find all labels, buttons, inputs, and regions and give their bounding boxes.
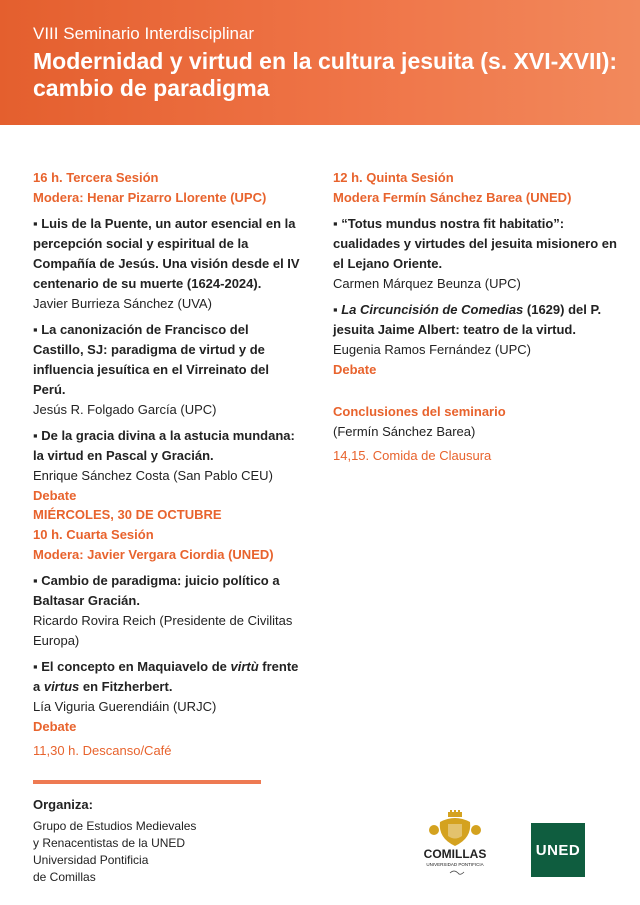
talk-title: ▪ De la gracia divina a la astucia mundana: la virtud en Pascal y Gracián. [33,428,295,463]
talk-item [33,571,301,651]
talk-item [333,214,618,294]
session-moderator: Modera Fermín Sánchez Barea (UNED) [333,190,572,205]
talk-title-part: (1629) del P. jesuita Jaime Albert: teatro de la virtud. [333,302,602,337]
debate-label: Debate [33,488,77,503]
talk-item [33,214,301,314]
talk-title: ▪ La canonización de Francisco del Castillo, SJ: paradigma de virtud y de influencia jesuítica en el Virreinato del Perú. [33,322,270,397]
seminar-series: VIII Seminario Interdisciplinar [33,24,255,43]
talk-item [333,300,618,360]
divider-rule [33,780,261,784]
talk-title-part: ▪ [333,302,342,317]
comillas-subtitle: UNIVERSIDAD PONTIFICIA [426,862,484,867]
comillas-logo [412,810,498,880]
session-5 [333,168,618,466]
talk-title-italic: virtù [230,659,259,674]
talk-title: ▪ “Totus mundus nostra fit habitatio”: cualidades y virtudes del jesuita misionero en el Lejano Oriente. [333,216,617,271]
session-4 [33,505,301,761]
organizers-heading: Organiza: [33,797,93,812]
page-title: Modernidad y virtud en la cultura jesuita (s. XVI-XVII): cambio de paradigma [33,48,618,101]
conclusions-by: (Fermín Sánchez Barea) [333,424,476,439]
organizer-line: y Renacentistas de la UNED [33,836,186,850]
conclusions-heading: Conclusiones del seminario [333,404,506,419]
talk-title-part: frente a [33,659,299,694]
talk-item [33,426,301,486]
comillas-wordmark: COMILLAS [423,847,487,861]
talk-title-part: en Fitzherbert. [79,679,173,694]
session-3 [33,168,301,506]
day-heading: MIÉRCOLES, 30 DE OCTUBRE [33,507,222,522]
comillas-crest-icon [429,810,481,846]
organizers [33,796,273,886]
comillas-flourish-icon [450,871,464,874]
talk-title: ▪ Luis de la Puente, un autor esencial en la percepción social y espiritual de la Compañía de Jesús. Una visión desde el IV centenario de su muerte (1624-2024). [33,216,300,291]
session-moderator: Modera: Javier Vergara Ciordia (UNED) [33,547,274,562]
talk-title-italic: virtus [43,679,80,694]
session-moderator: Modera: Henar Pizarro Llorente (UPC) [33,190,267,205]
talk-title [333,300,618,340]
talk-speaker: Javier Burrieza Sánchez (UVA) [33,296,212,311]
talk-speaker: Lía Viguria Guerendiáin (URJC) [33,699,217,714]
talk-title [33,657,301,697]
session-heading: 10 h. Cuarta Sesión [33,527,154,542]
talk-speaker: Jesús R. Folgado García (UPC) [33,402,217,417]
organizer-line: Universidad Pontificia [33,853,149,867]
session-heading: 16 h. Tercera Sesión [33,170,159,185]
talk-item [33,657,301,717]
talk-speaker: Carmen Márquez Beunza (UPC) [333,276,521,291]
talk-item [33,320,301,420]
talk-title: ▪ Cambio de paradigma: juicio político a Baltasar Gracián. [33,573,280,608]
talk-speaker: Enrique Sánchez Costa (San Pablo CEU) [33,468,273,483]
closing-lunch: 14,15. Comida de Clausura [333,448,492,463]
organizer-line: Grupo de Estudios Medievales [33,819,197,833]
organizer-line: de Comillas [33,870,96,884]
uned-logo: UNED [531,823,585,877]
break-label: 11,30 h. Descanso/Café [33,743,172,758]
header-banner [0,0,640,125]
talk-title-italic: La Circuncisión de Comedias [341,302,524,317]
talk-speaker: Ricardo Rovira Reich (Presidente de Civilitas Europa) [33,613,293,648]
talk-title-part: ▪ El concepto en Maquiavelo de [33,659,231,674]
talk-speaker: Eugenia Ramos Fernández (UPC) [333,342,531,357]
debate-label: Debate [33,719,77,734]
session-heading: 12 h. Quinta Sesión [333,170,454,185]
debate-label: Debate [333,362,377,377]
